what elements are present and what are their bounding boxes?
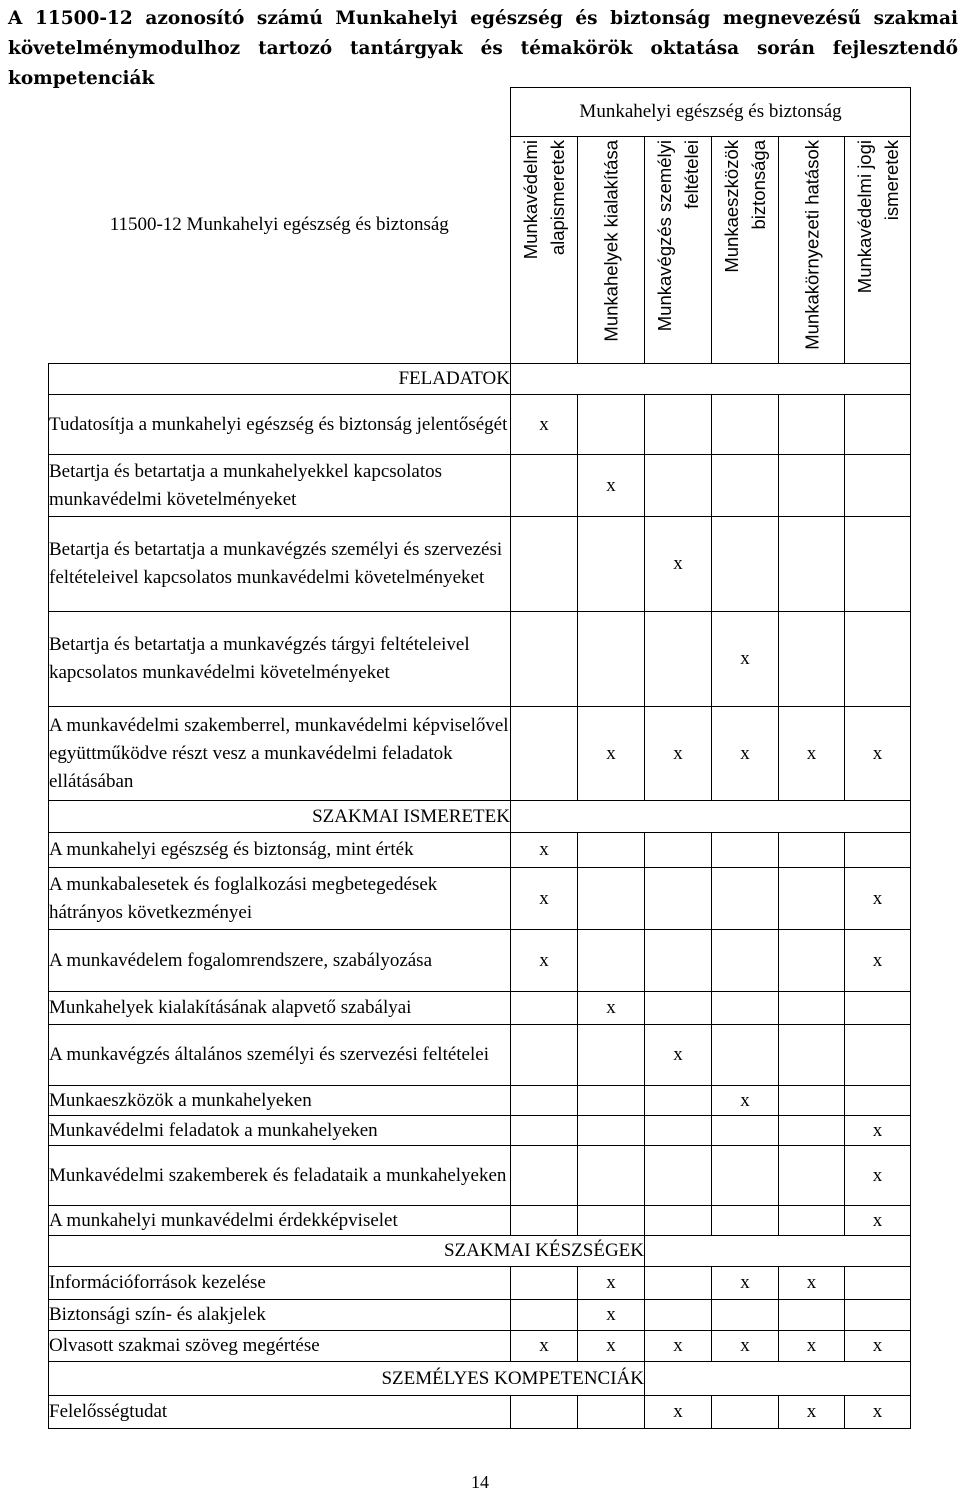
column-header — [712, 137, 779, 364]
mark-cell — [845, 1025, 911, 1086]
row-label: A munkahelyi egészség és biztonság, mint érték — [49, 833, 511, 868]
group-header-row — [49, 88, 911, 137]
mark-cell — [645, 1146, 712, 1206]
mark-cell: x — [645, 1025, 712, 1086]
page-number: 14 — [471, 1472, 489, 1492]
row-label: Betartja és betartatja a munkahelyekkel kapcsolatos munkavédelmi követelményeket — [49, 455, 511, 517]
section-title-filler — [511, 364, 911, 395]
mark-cell — [712, 1206, 779, 1236]
mark-cell — [645, 1086, 712, 1116]
row-label: Munkavédelmi szakemberek és feladataik a munkahelyeken — [49, 1146, 511, 1206]
mark-cell — [712, 833, 779, 868]
section-title: SZAKMAI ISMERETEK — [312, 805, 510, 827]
mark-cell: x — [779, 707, 845, 801]
section-header-row — [49, 364, 911, 395]
column-header-label: Munkavédelmi alapismeretek — [520, 140, 568, 260]
table-row — [49, 1331, 911, 1362]
section-header-row — [49, 1236, 911, 1267]
mark-cell — [779, 868, 845, 930]
mark-cell — [845, 1300, 911, 1331]
mark-cell — [712, 1396, 779, 1429]
mark-cell: x — [511, 868, 578, 930]
mark-cell — [645, 455, 712, 517]
mark-cell — [779, 1086, 845, 1116]
section-title-filler — [511, 801, 911, 833]
section-title: FELADATOK — [398, 368, 510, 389]
document-heading: A 11500-12 azonosító számú Munkahelyi egészség és biztonság megnevezésű szakmai követelménymodulhoz tartozó tantárgyak és témakörök oktatása során fejlesztendő kompetenciák — [8, 8, 958, 89]
row-label: Munkavédelmi feladatok a munkahelyeken — [49, 1116, 511, 1146]
table-row — [49, 992, 911, 1025]
mark-cell — [712, 517, 779, 612]
mark-cell — [645, 1206, 712, 1236]
column-header — [779, 137, 845, 364]
mark-cell — [645, 992, 712, 1025]
mark-cell: x — [511, 1331, 578, 1362]
column-header — [578, 137, 645, 364]
competency-table — [48, 87, 911, 1429]
mark-cell — [712, 1025, 779, 1086]
column-header-label: Munkahelyek kialakítása — [600, 140, 622, 342]
row-label: A munkabalesetek és foglalkozási megbetegedések hátrányos következményei — [49, 868, 511, 930]
mark-cell — [712, 992, 779, 1025]
mark-cell — [511, 612, 578, 707]
mark-cell — [578, 517, 645, 612]
mark-cell: x — [645, 1396, 712, 1429]
mark-cell: x — [779, 1267, 845, 1300]
mark-cell: x — [779, 1396, 845, 1429]
mark-cell — [712, 930, 779, 992]
section-header-row — [49, 801, 911, 833]
mark-cell — [845, 517, 911, 612]
table-row — [49, 707, 911, 801]
table-row — [49, 395, 911, 455]
mark-cell — [845, 612, 911, 707]
mark-cell: x — [511, 833, 578, 868]
mark-cell — [712, 455, 779, 517]
mark-cell — [779, 1206, 845, 1236]
row-label: A munkavégzés általános személyi és szervezési feltételei — [49, 1025, 511, 1086]
row-label: Tudatosítja a munkahelyi egészség és biztonság jelentőségét — [49, 395, 511, 455]
mark-cell — [712, 868, 779, 930]
mark-cell: x — [645, 1331, 712, 1362]
module-title-cell — [49, 88, 511, 364]
mark-cell: x — [511, 930, 578, 992]
mark-cell — [578, 1025, 645, 1086]
mark-cell — [578, 1206, 645, 1236]
mark-cell — [578, 868, 645, 930]
mark-cell — [845, 1086, 911, 1116]
section-title: SZAKMAI KÉSZSÉGEK — [443, 1240, 644, 1261]
table-row — [49, 1396, 911, 1429]
mark-cell — [578, 930, 645, 992]
mark-cell: x — [845, 707, 911, 801]
table-row — [49, 1025, 911, 1086]
row-label: Olvasott szakmai szöveg megértése — [49, 1331, 511, 1362]
table-row — [49, 1206, 911, 1236]
mark-cell — [645, 868, 712, 930]
table-row — [49, 833, 911, 868]
column-header-label: Munkakörnyezeti hatások — [801, 140, 822, 350]
mark-cell — [845, 1267, 911, 1300]
row-label: A munkahelyi munkavédelmi érdekképviselet — [49, 1206, 511, 1236]
table-row — [49, 612, 911, 707]
row-label: Betartja és betartatja a munkavégzés tárgyi feltételeivel kapcsolatos munkavédelmi követelményeket — [49, 612, 511, 707]
mark-cell — [511, 1206, 578, 1236]
mark-cell — [578, 612, 645, 707]
table-row — [49, 1116, 911, 1146]
mark-cell — [779, 517, 845, 612]
mark-cell — [511, 1146, 578, 1206]
section-title: SZEMÉLYES KOMPETENCIÁK — [381, 1367, 644, 1389]
column-header-label: Munkavégzés személyi feltételei — [654, 140, 702, 332]
row-label: Felelősségtudat — [49, 1396, 511, 1429]
mark-cell: x — [845, 1146, 911, 1206]
mark-cell — [578, 833, 645, 868]
mark-cell — [712, 1146, 779, 1206]
section-header-row — [49, 1362, 911, 1396]
row-label: Munkahelyek kialakításának alapvető szabályai — [49, 992, 511, 1025]
row-label: Betartja és betartatja a munkavégzés személyi és szervezési feltételeivel kapcsolatos munkavédelmi követelményeket — [49, 517, 511, 612]
table-row — [49, 1267, 911, 1300]
mark-cell: x — [712, 707, 779, 801]
mark-cell — [779, 1300, 845, 1331]
mark-cell: x — [712, 612, 779, 707]
mark-cell — [511, 1300, 578, 1331]
mark-cell — [845, 833, 911, 868]
mark-cell — [779, 992, 845, 1025]
column-header-label: Munkaeszközök biztonsága — [721, 140, 769, 273]
mark-cell — [511, 1267, 578, 1300]
mark-cell — [511, 1116, 578, 1146]
table-row — [49, 517, 911, 612]
mark-cell: x — [845, 1331, 911, 1362]
row-label: A munkavédelem fogalomrendszere, szabályozása — [49, 930, 511, 992]
row-label: Munkaeszközök a munkahelyeken — [49, 1086, 511, 1116]
mark-cell: x — [578, 992, 645, 1025]
mark-cell — [578, 1116, 645, 1146]
mark-cell — [511, 992, 578, 1025]
mark-cell: x — [845, 1396, 911, 1429]
module-title: 11500-12 Munkahelyi egészség és biztonság — [109, 214, 449, 236]
table-row — [49, 1086, 911, 1116]
mark-cell — [578, 1086, 645, 1116]
mark-cell — [511, 517, 578, 612]
mark-cell: x — [578, 1300, 645, 1331]
group-title: Munkahelyi egészség és biztonság — [579, 101, 842, 122]
mark-cell — [779, 833, 845, 868]
mark-cell — [779, 455, 845, 517]
mark-cell: x — [712, 1086, 779, 1116]
mark-cell — [845, 992, 911, 1025]
mark-cell — [645, 1267, 712, 1300]
mark-cell — [845, 455, 911, 517]
row-label: A munkavédelmi szakemberrel, munkavédelmi képviselővel együttműködve részt vesz a munkavédelmi feladatok ellátásában — [49, 707, 511, 801]
table-row — [49, 930, 911, 992]
mark-cell — [645, 833, 712, 868]
mark-cell — [511, 1396, 578, 1429]
mark-cell: x — [845, 930, 911, 992]
mark-cell — [511, 1086, 578, 1116]
mark-cell — [645, 1300, 712, 1331]
column-header-label: Munkavédelmi jogi ismeretek — [853, 140, 902, 294]
mark-cell: x — [578, 1331, 645, 1362]
table-row — [49, 455, 911, 517]
mark-cell — [511, 455, 578, 517]
mark-cell: x — [645, 517, 712, 612]
mark-cell — [645, 1116, 712, 1146]
mark-cell: x — [578, 707, 645, 801]
mark-cell — [779, 1116, 845, 1146]
mark-cell: x — [845, 1206, 911, 1236]
row-label: Biztonsági szín- és alakjelek — [49, 1300, 511, 1331]
mark-cell: x — [779, 1331, 845, 1362]
mark-cell — [712, 395, 779, 455]
column-header — [511, 137, 578, 364]
mark-cell: x — [712, 1267, 779, 1300]
mark-cell — [645, 395, 712, 455]
section-title-cell — [49, 364, 511, 395]
mark-cell: x — [511, 395, 578, 455]
mark-cell: x — [845, 1116, 911, 1146]
mark-cell — [779, 1146, 845, 1206]
mark-cell — [578, 395, 645, 455]
mark-cell — [712, 1116, 779, 1146]
mark-cell — [578, 1396, 645, 1429]
mark-cell — [779, 612, 845, 707]
section-title-filler — [645, 1236, 911, 1267]
mark-cell: x — [578, 1267, 645, 1300]
section-title-cell — [49, 1362, 645, 1396]
mark-cell — [645, 612, 712, 707]
group-title-cell — [511, 88, 911, 137]
section-title-cell — [49, 1236, 645, 1267]
table-row — [49, 868, 911, 930]
mark-cell — [845, 395, 911, 455]
mark-cell: x — [578, 455, 645, 517]
mark-cell — [511, 707, 578, 801]
section-title-filler — [645, 1362, 911, 1396]
mark-cell — [578, 1146, 645, 1206]
mark-cell — [511, 1025, 578, 1086]
row-label: Információforrások kezelése — [49, 1267, 511, 1300]
column-header — [645, 137, 712, 364]
section-title-cell — [49, 801, 511, 833]
mark-cell — [712, 1300, 779, 1331]
table-row — [49, 1146, 911, 1206]
table-row — [49, 1300, 911, 1331]
mark-cell — [645, 930, 712, 992]
mark-cell: x — [712, 1331, 779, 1362]
mark-cell — [779, 930, 845, 992]
mark-cell: x — [645, 707, 712, 801]
mark-cell — [779, 1025, 845, 1086]
mark-cell: x — [845, 868, 911, 930]
mark-cell — [779, 395, 845, 455]
column-header — [845, 137, 911, 364]
